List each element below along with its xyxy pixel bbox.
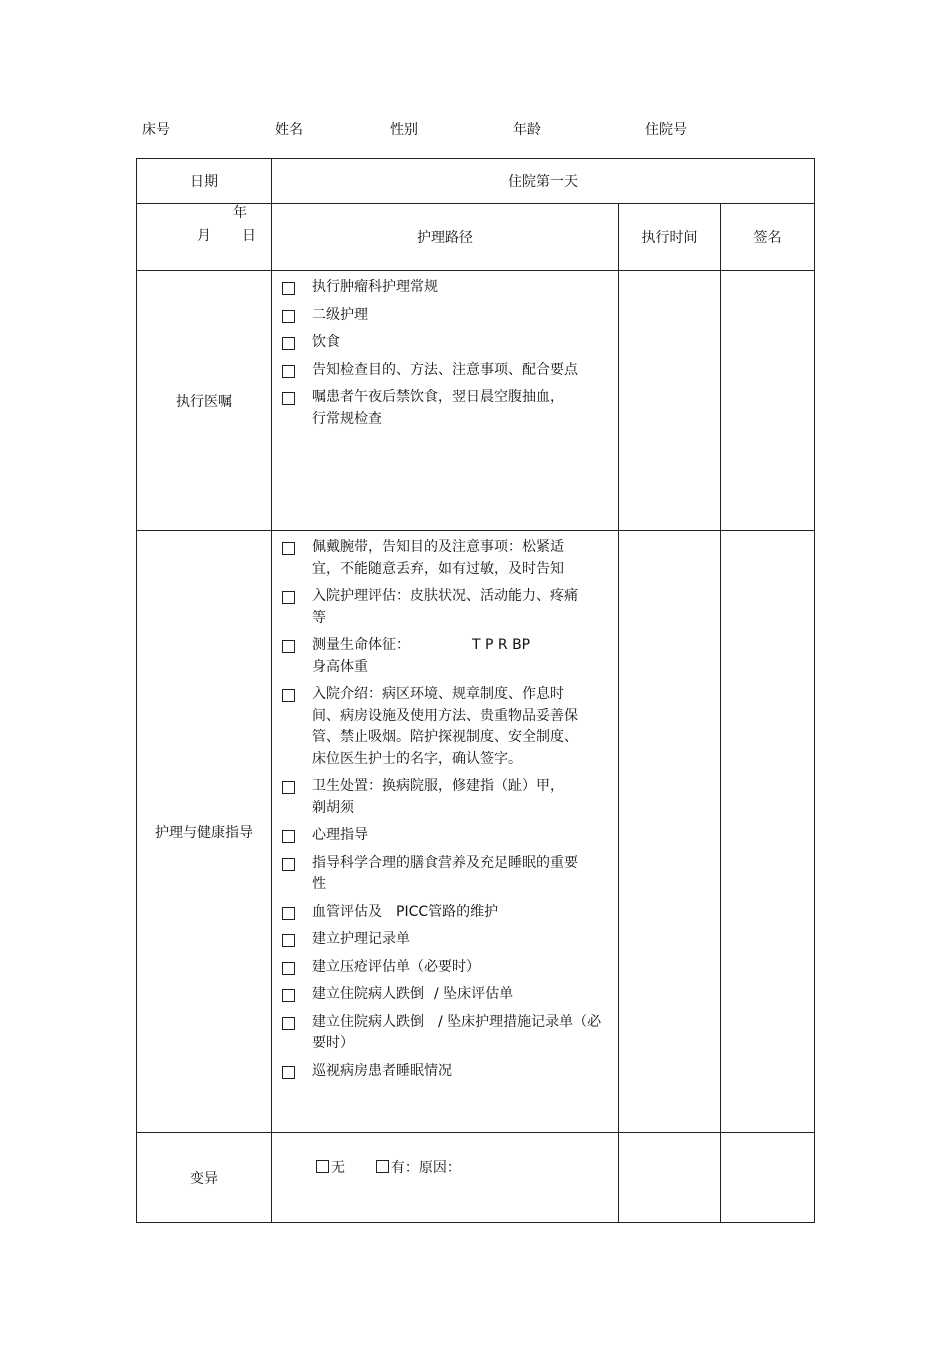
list-item[interactable]: 建立压疮评估单（必要时） — [280, 957, 610, 979]
checkbox[interactable] — [282, 282, 295, 295]
patient-name-label: 姓名 — [275, 122, 303, 138]
list-item[interactable]: 血管评估及 PICC管路的维护 — [280, 902, 610, 924]
checkbox[interactable] — [282, 934, 295, 947]
day-label: 日 — [242, 228, 256, 244]
list-item[interactable]: 佩戴腕带，告知目的及注意事项：松紧适宜，不能随意丢弃，如有过敏，及时告知 — [280, 537, 610, 580]
care-signature-cell[interactable] — [721, 531, 815, 1133]
time-column-header: 执行时间 — [619, 204, 721, 271]
checkbox[interactable] — [282, 689, 295, 702]
checkbox[interactable] — [282, 858, 295, 871]
variation-signature-cell[interactable] — [721, 1133, 815, 1223]
checkbox[interactable] — [282, 1066, 295, 1079]
list-item[interactable]: 执行肿瘤科护理常规 — [280, 277, 610, 299]
list-item[interactable]: 嘱患者午夜后禁饮食，翌日晨空腹抽血，行常规检查 — [280, 387, 610, 430]
orders-signature-cell[interactable] — [721, 271, 815, 531]
checkbox[interactable] — [282, 1017, 295, 1030]
vitals-label: 测量生命体征： — [312, 637, 410, 653]
checkbox[interactable] — [282, 542, 295, 555]
list-item[interactable]: 入院介绍：病区环境、规章制度、作息时间、病房设施及使用方法、贵重物品妥善保管、禁止吸烟。陪护探视制度、安全制度、床位医生护士的名字，确认签字。 — [280, 684, 610, 770]
checkbox[interactable] — [282, 337, 295, 350]
orders-section-label: 执行医嘱 — [137, 271, 272, 531]
list-item[interactable]: 心理指导 — [280, 825, 610, 847]
date-header: 日期 — [137, 159, 272, 204]
picc-label: PICC管路的维护 — [396, 903, 499, 920]
height-weight-label: 身高体重 — [312, 658, 368, 675]
path-column-header: 护理路径 — [272, 204, 619, 271]
year-label: 年 — [233, 205, 247, 221]
admission-number-label: 住院号 — [645, 122, 687, 138]
variation-none-checkbox[interactable] — [316, 1160, 329, 1173]
checkbox[interactable] — [282, 830, 295, 843]
checkbox[interactable] — [282, 591, 295, 604]
list-item[interactable]: 建立护理记录单 — [280, 929, 610, 951]
list-item[interactable]: 告知检查目的、方法、注意事项、配合要点 — [280, 360, 610, 382]
list-item[interactable]: 饮食 — [280, 332, 610, 354]
list-item[interactable]: 巡视病房患者睡眠情况 — [280, 1061, 610, 1083]
nursing-pathway-table — [136, 158, 815, 1223]
sex-label: 性别 — [390, 122, 418, 138]
bed-number-label: 床号 — [142, 122, 170, 138]
orders-time-cell[interactable] — [619, 271, 721, 531]
care-list — [272, 531, 619, 1133]
list-item[interactable]: 建立住院病人跌倒 / 坠床评估单 — [280, 984, 610, 1006]
care-section-label: 护理与健康指导 — [137, 531, 272, 1133]
list-item[interactable]: 二级护理 — [280, 305, 610, 327]
checkbox[interactable] — [282, 781, 295, 794]
orders-list — [272, 271, 619, 531]
signature-column-header: 签名 — [721, 204, 815, 271]
checkbox[interactable] — [282, 310, 295, 323]
vitals-values: T P R BP — [472, 637, 531, 653]
month-label: 月 — [197, 228, 211, 244]
checkbox[interactable] — [282, 640, 295, 653]
list-item[interactable]: 建立住院病人跌倒 / 坠床护理措施记录单（必要时） — [280, 1012, 610, 1055]
checkbox[interactable] — [282, 392, 295, 405]
variation-has-checkbox[interactable] — [376, 1160, 389, 1173]
list-item[interactable] — [280, 635, 610, 678]
care-time-cell[interactable] — [619, 531, 721, 1133]
list-item[interactable]: 卫生处置：换病院服，修建指（趾）甲，剃胡须 — [280, 776, 610, 819]
day-header: 住院第一天 — [272, 159, 815, 204]
checkbox[interactable] — [282, 989, 295, 1002]
age-label: 年龄 — [513, 122, 541, 138]
checkbox[interactable] — [282, 907, 295, 920]
checkbox[interactable] — [282, 962, 295, 975]
variation-time-cell[interactable] — [619, 1133, 721, 1223]
variation-cell: 无 有：原因： — [272, 1133, 619, 1223]
list-item[interactable]: 入院护理评估：皮肤状况、活动能力、疼痛等 — [280, 586, 610, 629]
variation-section-label: 变异 — [137, 1133, 272, 1223]
date-fields-cell[interactable] — [137, 204, 272, 271]
list-item[interactable]: 指导科学合理的膳食营养及充足睡眠的重要性 — [280, 853, 610, 896]
checkbox[interactable] — [282, 365, 295, 378]
